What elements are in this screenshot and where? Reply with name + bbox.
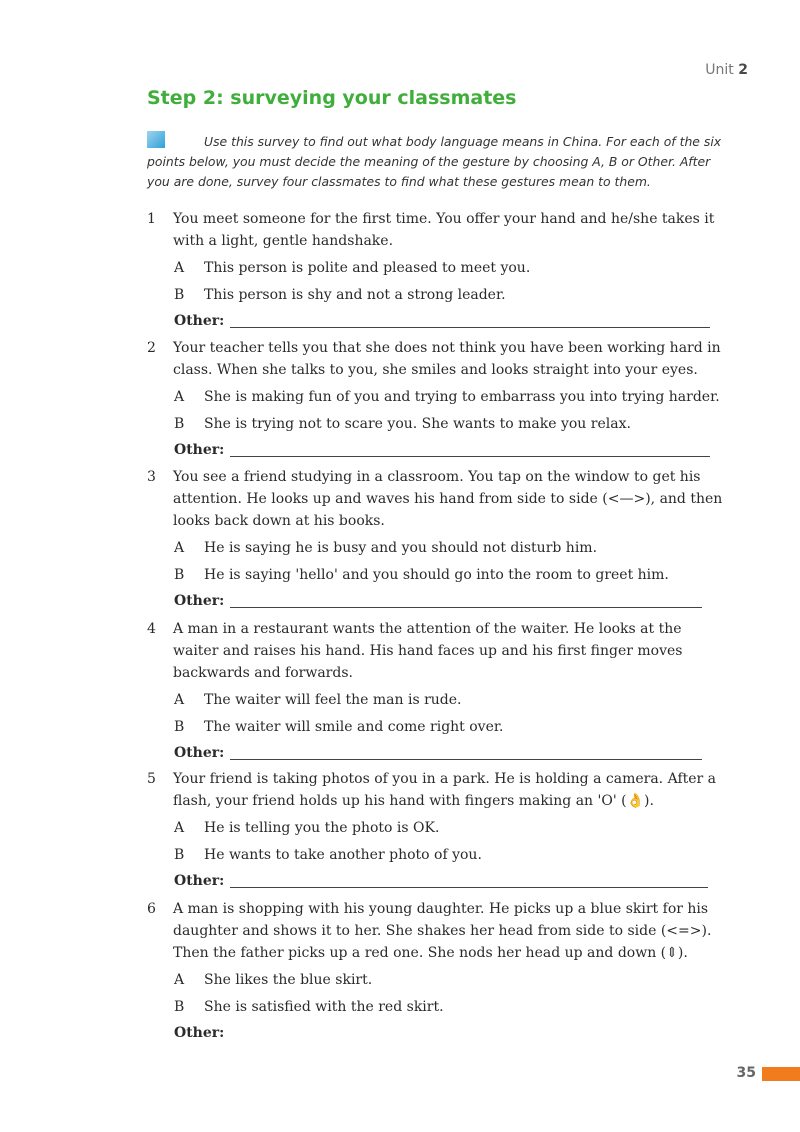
other-label: Other: [174,1025,225,1041]
option-text: He is saying 'hello' and you should go into the room to greet him. [204,567,669,583]
option-text: She is making fun of you and trying to embarrass you into trying harder. [204,389,720,405]
option-letter: B [174,416,185,432]
intro-instructions: Use this survey to find out what body language means in China. For each of the six points below, you must decide the meaning of the gesture by choosing A, B or Other. After you are done, survey four classmates to find what these gestures mean to them. [147,134,722,189]
option-text: He wants to take another photo of you. [204,847,482,863]
other-label: Other: [174,442,225,458]
option-text: The waiter will feel the man is rude. [204,692,462,708]
option-text: She is satisfied with the red skirt. [204,999,444,1015]
step-title: Step 2: surveying your classmates [147,87,517,109]
page-accent-bar [762,1067,800,1081]
option-a[interactable] [174,386,727,408]
other-answer[interactable] [174,310,727,332]
answer-line[interactable] [230,759,702,760]
option-letter: A [174,972,185,988]
option-a[interactable] [174,817,727,839]
survey-question-4 [147,618,727,764]
option-letter: B [174,999,185,1015]
option-text: The waiter will smile and come right over. [204,719,504,735]
unit-label: Unit 2 [705,62,748,78]
question-number: 5 [147,771,156,787]
question-number: 1 [147,211,156,227]
question-text: You meet someone for the first time. You offer your hand and he/she takes it with a light, gentle handshake. [173,211,715,249]
unit-number: 2 [738,62,748,78]
option-letter: A [174,692,185,708]
question-text: Your teacher tells you that she does not think you have been working hard in class. When she talks to you, she smiles and looks straight into your eyes. [173,340,721,378]
question-number: 4 [147,621,156,637]
other-answer[interactable] [174,742,727,764]
survey-question-2 [147,337,727,461]
option-letter: B [174,287,185,303]
option-b[interactable] [174,996,727,1018]
question-number: 2 [147,340,156,356]
option-a[interactable] [174,537,727,559]
survey-question-3 [147,466,727,612]
question-text: A man in a restaurant wants the attention of the waiter. He looks at the waiter and raises his hand. His hand faces up and his first finger moves backwards and forwards. [173,621,683,681]
answer-line[interactable] [230,607,702,608]
other-label: Other: [174,745,225,761]
option-letter: A [174,260,185,276]
survey-question-6 [147,898,727,1044]
question-number: 6 [147,901,156,917]
answer-line[interactable] [230,456,710,457]
option-letter: A [174,540,185,556]
option-letter: A [174,389,185,405]
option-text: She likes the blue skirt. [204,972,373,988]
option-text: He is telling you the photo is OK. [204,820,440,836]
option-a[interactable] [174,257,727,279]
survey-question-1 [147,208,727,332]
option-b[interactable] [174,413,727,435]
answer-line[interactable] [230,327,710,328]
answer-line[interactable] [230,887,708,888]
other-label: Other: [174,873,225,889]
option-text: This person is shy and not a strong leader. [204,287,506,303]
option-text: He is saying he is busy and you should not disturb him. [204,540,598,556]
option-letter: B [174,719,185,735]
option-text: This person is polite and pleased to meet you. [204,260,531,276]
option-letter: B [174,567,185,583]
other-answer[interactable] [174,590,727,612]
question-text: A man is shopping with his young daughter. He picks up a blue skirt for his daughter and shows it to her. She shakes her head from side to side (<=>). Then the father picks up a red one. She nods her head up and down (⇕). [173,901,712,961]
option-text: She is trying not to scare you. She wants to make you relax. [204,416,631,432]
page-number: 35 [736,1065,756,1081]
option-letter: B [174,847,185,863]
other-label: Other: [174,593,225,609]
option-a[interactable] [174,969,727,991]
option-b[interactable] [174,564,727,586]
other-answer[interactable] [174,870,727,892]
question-text: You see a friend studying in a classroom. You tap on the window to get his attention. He looks up and waves his hand from side to side (<—>), and then looks back down at his books. [173,469,723,529]
option-letter: A [174,820,185,836]
question-text: Your friend is taking photos of you in a park. He is holding a camera. After a flash, your friend holds up his hand with fingers making an 'O' (👌). [173,771,717,809]
option-a[interactable] [174,689,727,711]
other-label: Other: [174,313,225,329]
option-b[interactable] [174,844,727,866]
other-answer[interactable] [174,1022,727,1044]
other-answer[interactable] [174,439,727,461]
survey-question-5 [147,768,727,892]
question-number: 3 [147,469,156,485]
option-b[interactable] [174,284,727,306]
option-b[interactable] [174,716,727,738]
